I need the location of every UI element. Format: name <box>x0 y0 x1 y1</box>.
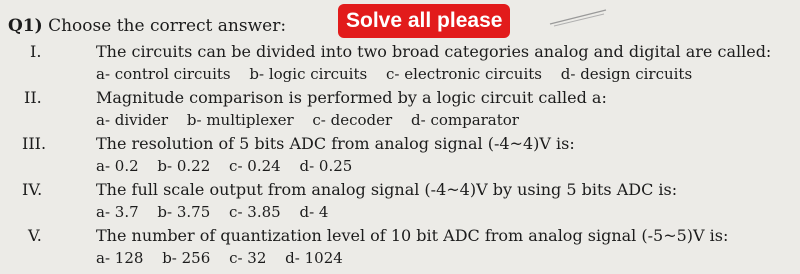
option-b: b- logic circuits <box>249 65 368 83</box>
question-text: The circuits can be divided into two broad categories analog and digital are called: <box>96 42 772 61</box>
scribble-mark <box>548 6 608 28</box>
option-row <box>96 156 366 176</box>
question-text: The full scale output from analog signal (-4~4)V by using 5 bits ADC is: <box>96 180 678 199</box>
question-label: Q1) <box>8 16 43 36</box>
option-row <box>96 202 342 222</box>
option-c: c- electronic circuits <box>385 65 542 83</box>
solve-all-badge: Solve all please <box>338 4 510 38</box>
option-c: c- 0.24 <box>229 157 281 175</box>
question-text: Magnitude comparison is performed by a logic circuit called a: <box>96 88 607 107</box>
instruction-line <box>8 16 286 36</box>
option-b: b- multiplexer <box>186 111 294 129</box>
option-a: a- divider <box>96 111 169 129</box>
question-number: I. <box>30 42 42 61</box>
option-a: a- 3.7 <box>96 203 139 221</box>
question-text: The number of quantization level of 10 bit ADC from analog signal (-5~5)V is: <box>96 226 729 245</box>
option-a: a- 0.2 <box>96 157 139 175</box>
instruction-text: Choose the correct answer: <box>48 16 287 36</box>
option-row <box>96 248 357 268</box>
option-c: c- 32 <box>229 249 267 267</box>
question-number: IV. <box>22 180 43 199</box>
option-a: a- 128 <box>96 249 144 267</box>
option-b: b- 3.75 <box>157 203 211 221</box>
option-d: d- comparator <box>411 111 519 129</box>
option-row <box>96 64 706 84</box>
question-text: The resolution of 5 bits ADC from analog signal (-4~4)V is: <box>96 134 575 153</box>
option-b: b- 0.22 <box>157 157 211 175</box>
option-d: d- 1024 <box>285 249 343 267</box>
option-b: b- 256 <box>162 249 211 267</box>
option-c: c- decoder <box>312 111 393 129</box>
question-number: III. <box>22 134 47 153</box>
option-c: c- 3.85 <box>229 203 281 221</box>
question-number: V. <box>28 226 42 245</box>
option-d: d- 0.25 <box>299 157 353 175</box>
option-row <box>96 110 533 130</box>
option-a: a- control circuits <box>96 65 231 83</box>
option-d: d- design circuits <box>560 65 693 83</box>
question-number: II. <box>24 88 42 107</box>
option-d: d- 4 <box>299 203 329 221</box>
